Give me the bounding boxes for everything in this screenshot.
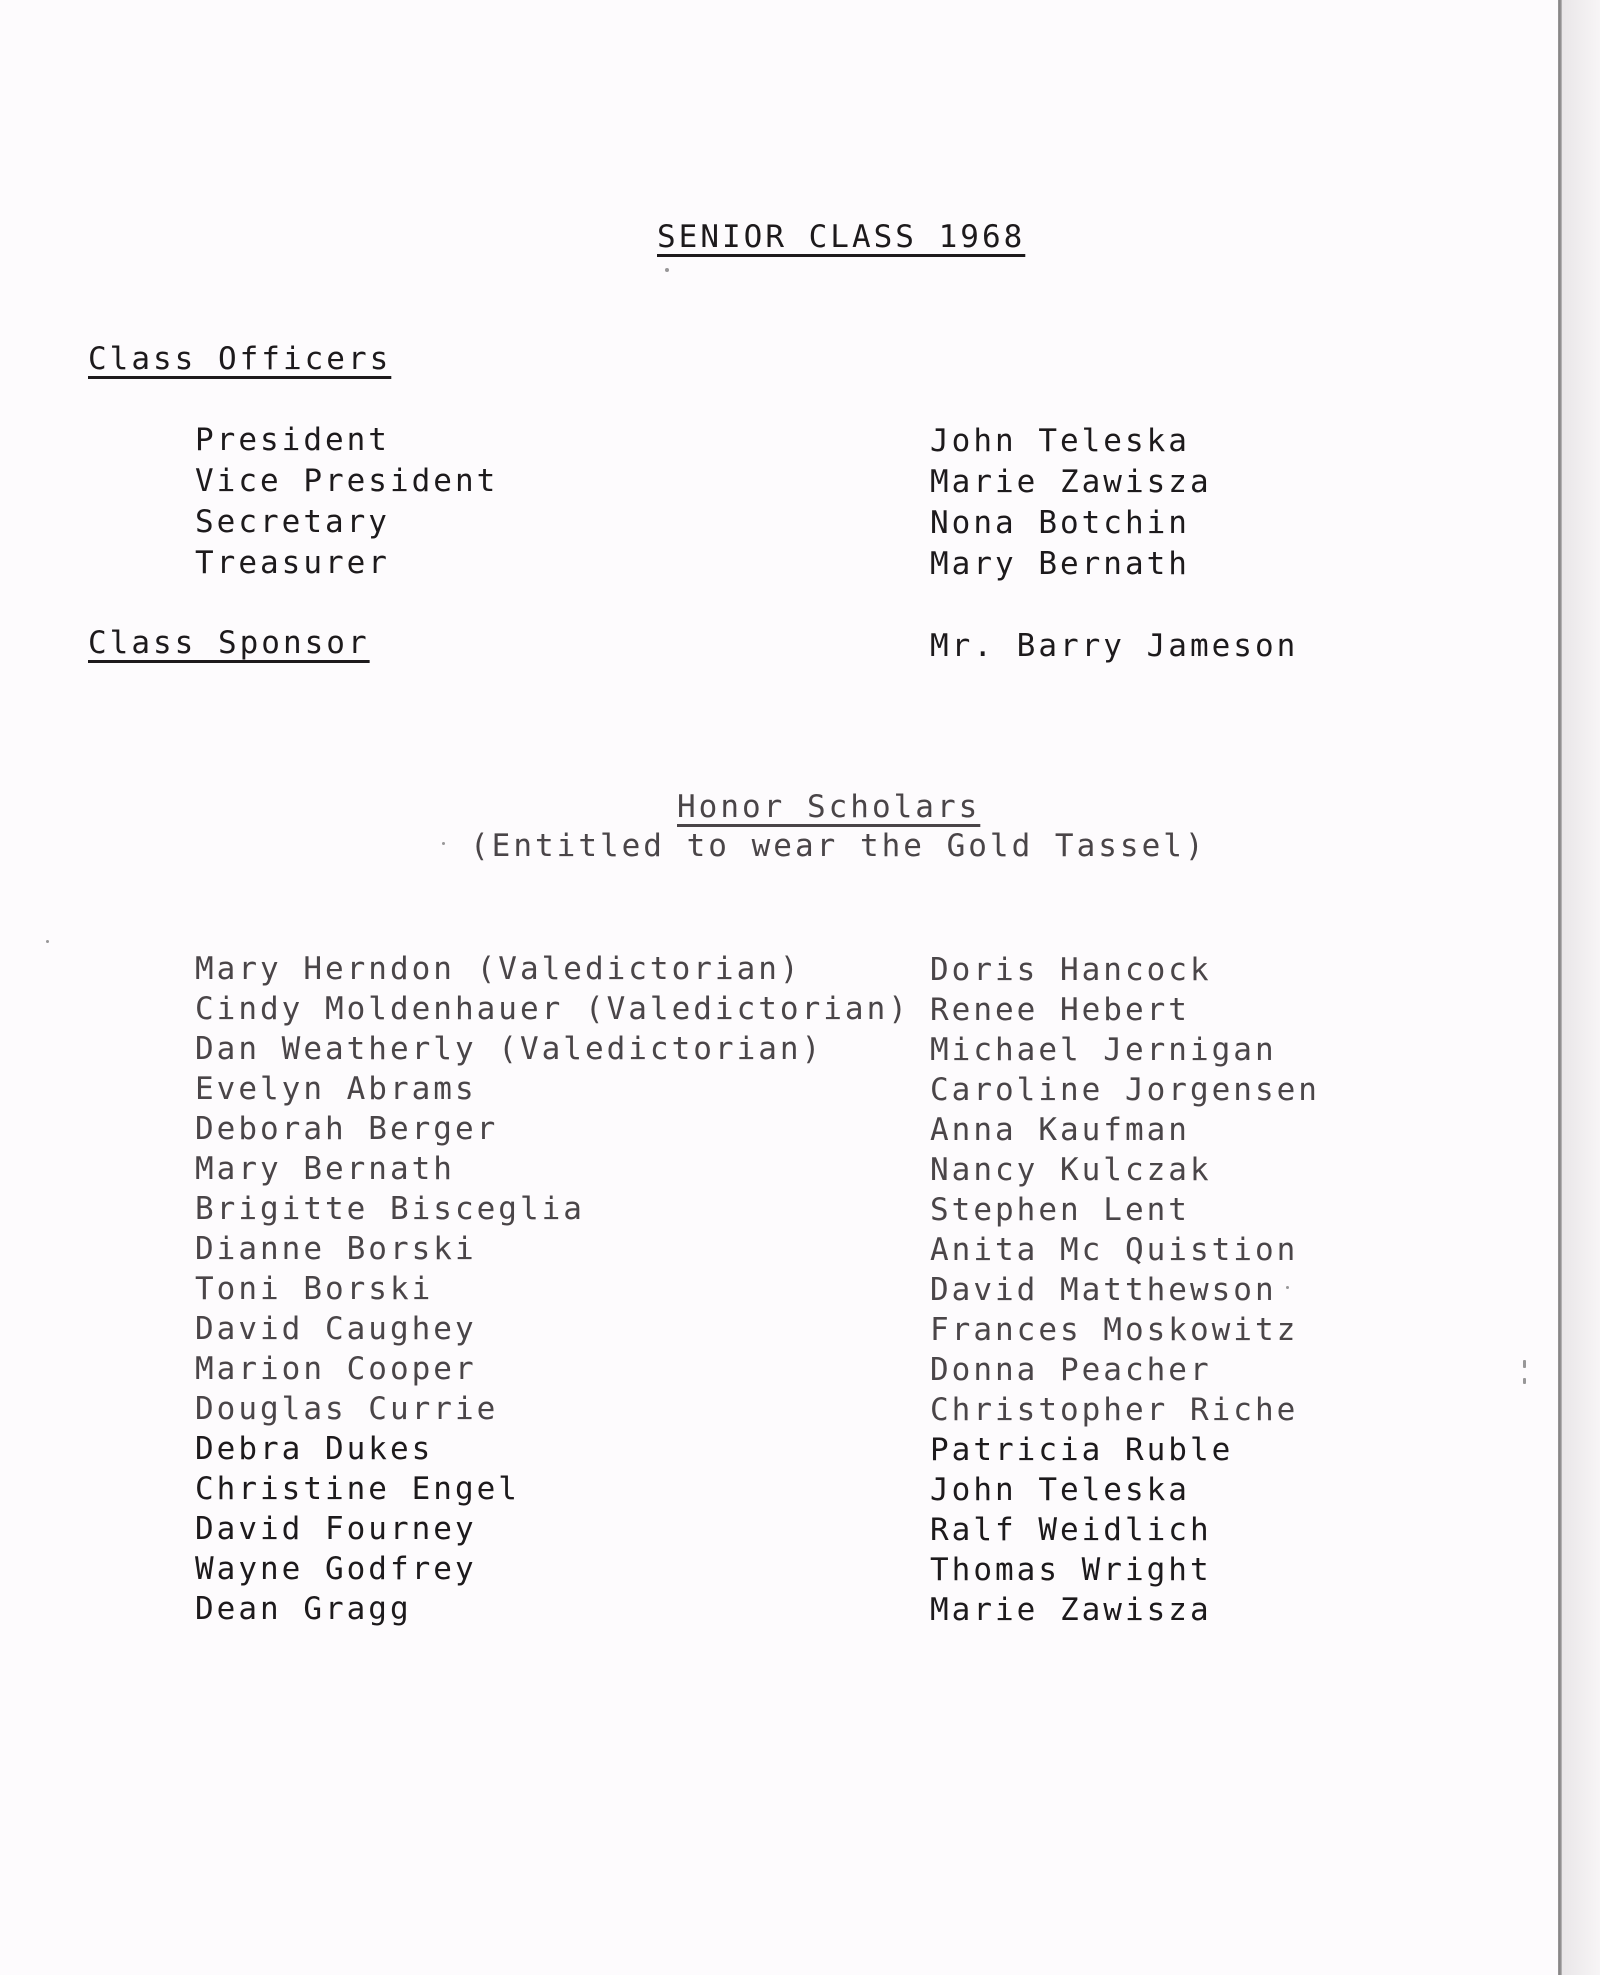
scholar-name: Patricia Ruble — [930, 1432, 1234, 1468]
scholar-name: Toni Borski — [195, 1271, 434, 1307]
scholar-name: Douglas Currie — [195, 1391, 499, 1427]
scholar-name: Wayne Godfrey — [195, 1551, 477, 1587]
officer-role: President — [195, 422, 390, 458]
officer-name: Mary Bernath — [930, 546, 1190, 582]
scholar-name: Michael Jernigan — [930, 1032, 1277, 1068]
scholar-name: Christine Engel — [195, 1471, 520, 1507]
scholar-name: Mary Herndon (Valedictorian) — [195, 951, 802, 987]
page-shadow — [1562, 0, 1600, 1975]
honor-scholars-subheading: (Entitled to wear the Gold Tassel) — [470, 828, 1207, 864]
scholar-name: David Fourney — [195, 1511, 477, 1547]
scholar-name: Mary Bernath — [195, 1151, 455, 1187]
scholar-name: Frances Moskowitz — [930, 1312, 1299, 1348]
officer-role: Treasurer — [195, 545, 390, 581]
class-officers-heading: Class Officers — [88, 341, 392, 377]
officer-name: Nona Botchin — [930, 505, 1190, 541]
officer-name: John Teleska — [930, 423, 1190, 459]
paper-speck — [1286, 1286, 1289, 1289]
scholar-name: Marion Cooper — [195, 1351, 477, 1387]
paper-speck — [1523, 1378, 1526, 1384]
class-sponsor-name: Mr. Barry Jameson — [930, 628, 1299, 664]
class-sponsor-heading: Class Sponsor — [88, 625, 370, 661]
scholar-name: Renee Hebert — [930, 992, 1190, 1028]
scholar-name: David Matthewson — [930, 1272, 1277, 1308]
paper-speck — [1523, 1360, 1526, 1368]
scholar-name: Dan Weatherly (Valedictorian) — [195, 1031, 824, 1067]
scholar-name: Doris Hancock — [930, 952, 1212, 988]
scholar-name: Deborah Berger — [195, 1111, 499, 1147]
scholar-name: Anita Mc Quistion — [930, 1232, 1299, 1268]
scholar-name: Cindy Moldenhauer (Valedictorian) — [195, 991, 910, 1027]
scholar-name: Dean Gragg — [195, 1591, 412, 1627]
scholar-name: Thomas Wright — [930, 1552, 1212, 1588]
honor-scholars-heading: Honor Scholars — [677, 789, 981, 825]
paper-speck — [46, 940, 49, 943]
scholar-name: Evelyn Abrams — [195, 1071, 477, 1107]
officer-role: Vice President — [195, 463, 499, 499]
scholar-name: Stephen Lent — [930, 1192, 1190, 1228]
page-edge — [1558, 0, 1562, 1975]
scholar-name: Ralf Weidlich — [930, 1512, 1212, 1548]
scholar-name: Debra Dukes — [195, 1431, 434, 1467]
paper-speck — [442, 842, 445, 845]
officer-role: Secretary — [195, 504, 390, 540]
scholar-name: John Teleska — [930, 1472, 1190, 1508]
scholar-name: Anna Kaufman — [930, 1112, 1190, 1148]
scholar-name: Christopher Riche — [930, 1392, 1299, 1428]
scholar-name: Donna Peacher — [930, 1352, 1212, 1388]
scholar-name: Marie Zawisza — [930, 1592, 1212, 1628]
paper-speck — [665, 268, 669, 272]
page-title: SENIOR CLASS 1968 — [657, 219, 1026, 255]
scholar-name: Dianne Borski — [195, 1231, 477, 1267]
scholar-name: David Caughey — [195, 1311, 477, 1347]
officer-name: Marie Zawisza — [930, 464, 1212, 500]
scholar-name: Caroline Jorgensen — [930, 1072, 1320, 1108]
scholar-name: Brigitte Bisceglia — [195, 1191, 585, 1227]
scholar-name: Nancy Kulczak — [930, 1152, 1212, 1188]
